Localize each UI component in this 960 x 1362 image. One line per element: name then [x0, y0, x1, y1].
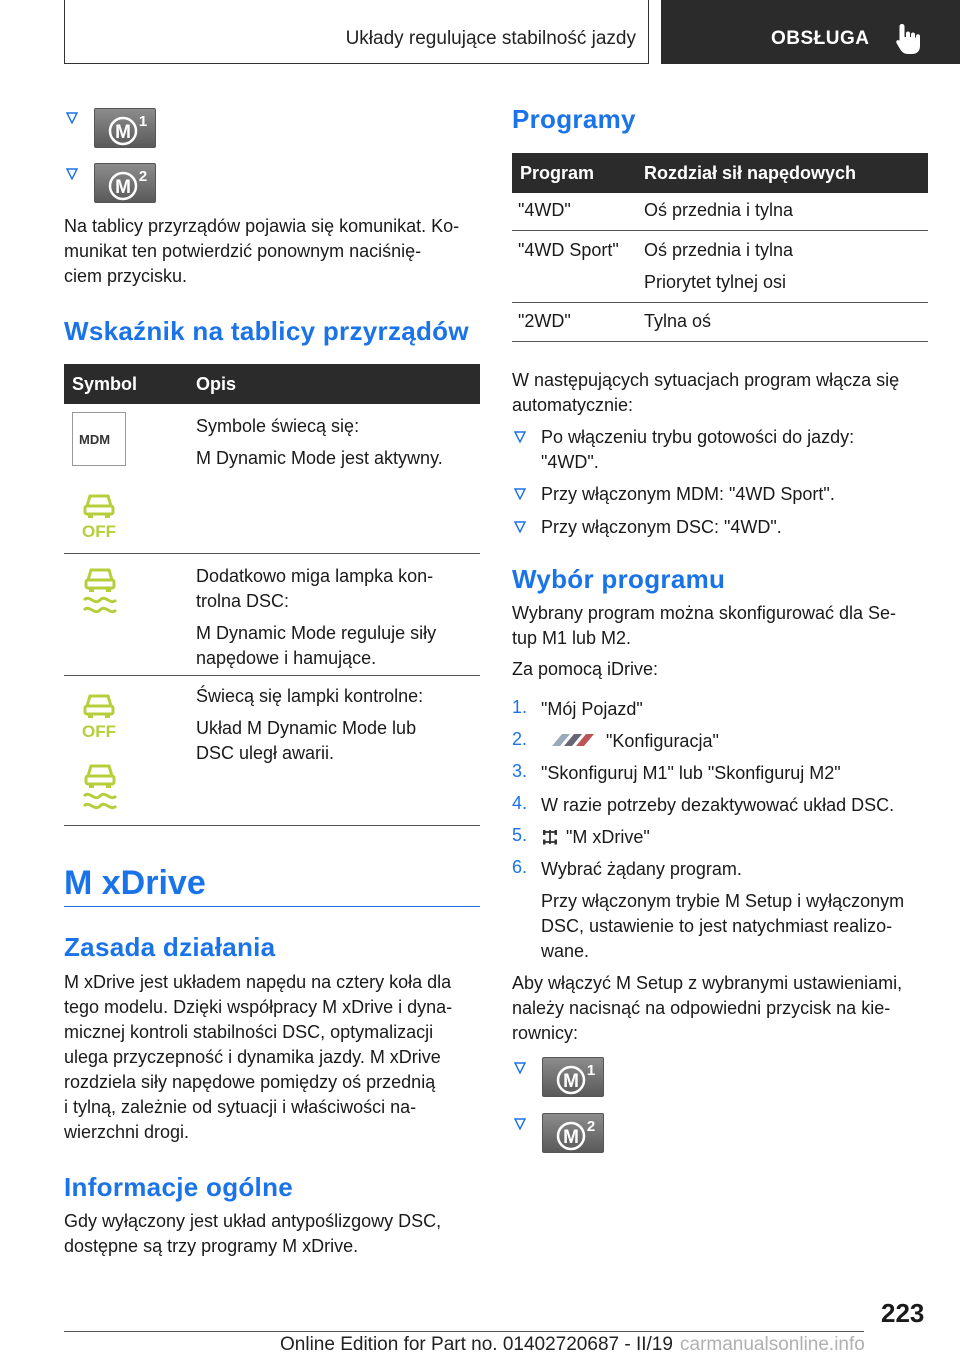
step-note: Przy włączonym trybie M Setup i wyłączonym DSC, ustawienie to jest natychmiast realizo- wane.	[541, 891, 905, 961]
m2-button-icon	[543, 1114, 605, 1154]
step-number: 2.	[512, 729, 528, 749]
footer-watermark: carmanualsonline.info	[680, 1334, 865, 1355]
general-info-heading: Informacje ogólne	[64, 1172, 294, 1202]
dsc-indicator-icon	[80, 566, 120, 616]
row2-description: Dodatkowo miga lampka kon- trolna DSC: M Dynamic Mode reguluje siły napędowe i hamujące.	[196, 566, 437, 668]
row3-description: Świecą się lampki kontrolne: Układ M Dynamic Mode lub DSC uległ awarii.	[196, 686, 424, 763]
column-header-symbol: Symbol	[72, 374, 138, 394]
bullet-triangle-icon	[514, 488, 526, 500]
svg-text:M: M	[115, 122, 131, 143]
bullet-triangle-icon	[66, 112, 78, 124]
footer-edition: Online Edition for Part no. 01402720687 - II/19	[280, 1334, 673, 1355]
column-header-description: Opis	[196, 374, 237, 394]
pointing-hand-icon	[895, 22, 921, 56]
step-text: "Skonfiguruj M1" lub "Skonfiguruj M2"	[541, 763, 841, 783]
selection-paragraph: Wybrany program można skonfigurować dla Se- tup M1 lub M2.	[512, 603, 897, 648]
m-stripes-icon	[548, 732, 596, 748]
m2-button[interactable]	[94, 163, 156, 203]
step-text: "M xDrive"	[566, 827, 650, 847]
general-info-paragraph: Gdy wyłączony jest układ antypoślizgowy DSC, dostępne są trzy programy M xDrive.	[64, 1211, 442, 1256]
bullet-triangle-icon	[514, 521, 526, 533]
principle-paragraph: M xDrive jest układem napędu na cztery koła dla tego modelu. Dzięki współpracy M xDrive i dyna- micznej kontroli stabilności DSC, optymalizacji ulega przyczepność i dynamika jazdy. M xDrive rozdziela siły napędowe pomiędzy oś przednią i tylną, zależnie od sytuacji i właściwości na- wierzchni drogi.	[64, 972, 453, 1142]
idrive-line: Za pomocą iDrive:	[512, 659, 659, 679]
step-number: 5.	[512, 825, 528, 845]
header-section-title: Układy regulujące stabilność jazdy	[345, 28, 636, 49]
m1-button[interactable]	[94, 108, 156, 148]
step-number: 3.	[512, 761, 528, 781]
program-distribution-note: Priorytet tylnej osi	[644, 272, 787, 292]
table-divider	[64, 825, 480, 826]
programs-heading: Programy	[512, 104, 636, 134]
bullet-triangle-icon	[514, 431, 526, 443]
selection-heading: Wybór programu	[512, 564, 726, 594]
dsc-off-indicator-icon	[80, 486, 118, 540]
table-divider	[64, 675, 480, 676]
bullet-triangle-icon	[66, 168, 78, 180]
footer-rule	[64, 1331, 864, 1332]
svg-text:OFF: OFF	[82, 522, 116, 540]
program-name: "2WD"	[518, 311, 571, 331]
m1-button[interactable]	[542, 1057, 604, 1097]
step-number: 4.	[512, 793, 528, 813]
svg-text:M: M	[563, 1127, 579, 1148]
list-item: Przy włączonym DSC: "4WD".	[541, 517, 782, 537]
svg-text:M: M	[115, 177, 131, 198]
m2-button[interactable]	[542, 1113, 604, 1153]
page-number: 223	[881, 1298, 925, 1328]
step-number: 6.	[512, 857, 528, 877]
bullet-triangle-icon	[514, 1118, 526, 1130]
m1-button-icon	[95, 109, 157, 149]
program-name: "4WD"	[518, 200, 571, 220]
list-item: Przy włączonym MDM: "4WD Sport".	[541, 484, 835, 504]
header-chapter-tab[interactable]	[661, 0, 960, 64]
mdm-indicator-icon: MDM	[72, 412, 126, 466]
programs-table-header	[512, 153, 928, 193]
row1-description: Symbole świecą się: M Dynamic Mode jest aktywny.	[196, 416, 443, 468]
principle-heading: Zasada działania	[64, 932, 276, 962]
column-header-distribution: Rozdział sił napędowych	[644, 163, 857, 183]
mxdrive-heading: M xDrive	[64, 864, 206, 902]
step-number: 1.	[512, 697, 528, 717]
svg-text:2: 2	[138, 168, 148, 185]
header-chapter-label: OBSŁUGA	[771, 28, 870, 49]
program-distribution: Oś przednia i tylna	[644, 240, 794, 260]
step-text: W razie potrzeby dezaktywować układ DSC.	[541, 795, 895, 815]
program-distribution: Oś przednia i tylna	[644, 200, 794, 220]
list-item: Po włączeniu trybu gotowości do jazdy: "4WD".	[541, 427, 855, 472]
m1-button-icon	[543, 1058, 605, 1098]
bullet-triangle-icon	[514, 1062, 526, 1074]
svg-text:1: 1	[586, 1062, 596, 1079]
dsc-indicator-icon	[80, 762, 120, 812]
header-section-box	[64, 0, 649, 64]
table-divider	[512, 341, 928, 342]
step-text: "Konfiguracja"	[606, 731, 719, 751]
svg-text:1: 1	[138, 113, 148, 130]
indicator-heading: Wskaźnik na tablicy przyrządów	[64, 316, 469, 346]
svg-text:OFF: OFF	[82, 722, 116, 740]
drivetrain-icon	[542, 828, 558, 846]
indicator-table-header	[64, 364, 480, 404]
dsc-off-indicator-icon	[80, 686, 118, 740]
program-name: "4WD Sport"	[518, 240, 619, 260]
table-divider	[512, 302, 928, 303]
column-header-program: Program	[520, 163, 595, 183]
setup-paragraph: Aby włączyć M Setup z wybranymi ustawieniami, należy nacisnąć na odpowiedni przycisk na kie- rownicy:	[512, 973, 903, 1043]
intro-paragraph: Na tablicy przyrządów pojawia się komunikat. Ko- munikat ten potwierdzić ponownym naciśnię- ciem przycisku.	[64, 216, 460, 286]
step-text: Wybrać żądany program.	[541, 859, 742, 879]
step-text: "Mój Pojazd"	[541, 699, 643, 719]
svg-text:M: M	[563, 1071, 579, 1092]
table-divider	[64, 553, 480, 554]
m2-button-icon	[95, 164, 157, 204]
table-divider	[512, 230, 928, 231]
svg-text:2: 2	[586, 1118, 596, 1135]
auto-paragraph: W następujących sytuacjach program włącza się automatycznie:	[512, 370, 900, 415]
heading-rule	[64, 906, 480, 907]
program-distribution: Tylna oś	[644, 311, 712, 331]
